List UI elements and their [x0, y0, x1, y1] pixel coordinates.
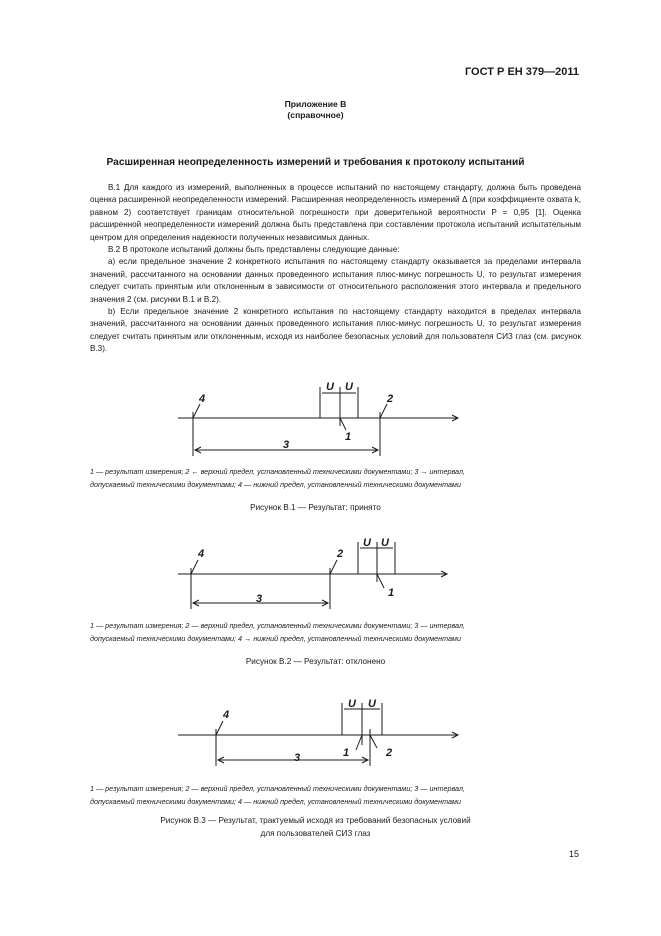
- label-u-left: U: [326, 381, 334, 393]
- legend-line: 1 — результат измерения; 2 ← верхний предел, установленный техническими документами; 3 → интервал,: [90, 467, 465, 476]
- leader-4: [191, 560, 198, 574]
- appendix-note: (справочное): [287, 110, 344, 120]
- label-4: 4: [198, 548, 205, 560]
- figure-b3-caption: [0, 815, 631, 840]
- label-4: 4: [223, 709, 230, 721]
- label-4: 4: [199, 393, 206, 405]
- page-number: 15: [568, 849, 579, 859]
- caption-line: Рисунок В.3 — Результат, трактуемый исходя из требований безопасных условий: [160, 816, 471, 825]
- appendix-label: Приложение В: [284, 99, 347, 109]
- figure-b1-legend: [90, 466, 550, 491]
- figure-b1-caption: Рисунок В.1 — Результат: принято: [250, 503, 381, 512]
- document-code: ГОСТ Р ЕН 379—2011: [464, 66, 579, 78]
- legend-line: допускаемый техническими документами; 4 — нижний предел, установленный техническими документами: [90, 796, 461, 806]
- label-3: 3: [294, 752, 301, 764]
- legend-line: допускаемый техническими документами; 4 → нижний предел, установленный техническими документами: [90, 633, 461, 643]
- leader-2: [380, 404, 387, 418]
- figure-b3-legend: [90, 783, 550, 808]
- figure-b3-diagram: [0, 690, 661, 775]
- label-1: 1: [345, 431, 352, 443]
- leader-2: [330, 560, 337, 574]
- figure-b2-legend: [90, 620, 550, 645]
- caption-line: для пользователей СИЗ глаз: [260, 828, 371, 838]
- legend-line: 1 — результат измерения; 2 — верхний предел, установленный техническими документами; 3 — интервал,: [90, 784, 465, 793]
- section-title: Расширенная неопределенность измерений и требования к протоколу испытаний: [106, 157, 525, 168]
- label-u-right: U: [368, 698, 376, 710]
- figure-b2-caption: Рисунок В.2 — Результат: отклонено: [245, 657, 386, 666]
- label-1: 1: [388, 587, 395, 599]
- leader-4: [193, 404, 200, 418]
- legend-line: допускаемый техническими документами; 4 — нижний предел, установленный техническими документами: [90, 479, 461, 489]
- paragraph-b1: В.1 Для каждого из измерений, выполненных в процессе испытаний по настоящему стандарту, должна быть проведена оценка расширенной неопределенности измерений. Расширенная неопределенность измерений Δ (при коэффициенте охвата k, равном 2) соответствует границам относительной погрешности при доверительной вероятности P = 0,95 [1]. Оценка расширенной неопределенности измерений должна быть представлена при составлении протокола испытаний испытательным центром для определения надежности полученных независимых данных.: [90, 183, 581, 242]
- figure-b2-diagram: [0, 530, 661, 615]
- label-2: 2: [386, 747, 393, 759]
- paragraph-b2: В.2 В протоколе испытаний должны быть представлены следующие данные:: [108, 245, 400, 255]
- leader-1: [377, 574, 384, 588]
- leader-4: [216, 721, 223, 735]
- leader-1: [356, 735, 362, 750]
- paragraph-a: а) если предельное значение 2 конкретного испытания по настоящему стандарту оказывается за пределами интервала значений, рассчитанного на основании данных проведенного испытания плюс-минус погрешность U, то результат измерения следует считать принятым или отклоненным в зависимости от относительного расположения этого интервала и предельного значения 2 (см. рисунки В.1 и В.2).: [90, 257, 581, 304]
- label-u-right: U: [345, 381, 353, 393]
- label-u-left: U: [363, 537, 371, 549]
- label-u-right: U: [381, 537, 389, 549]
- leader-2: [370, 735, 377, 748]
- label-1: 1: [343, 747, 350, 759]
- paragraph-b: b) Если предельное значение 2 конкретного испытания по настоящему стандарту находится в пределах интервала значений, рассчитанного на основании данных проведенного испытания плюс-минус погрешность U, то результат измерения следует считать принятым или отклоненным, исходя из наиболее безопасных условий для пользователя СИЗ глаз (см. рисунок В.3).: [90, 307, 581, 354]
- label-2: 2: [337, 548, 344, 560]
- label-3: 3: [256, 593, 263, 605]
- leader-1: [340, 418, 346, 430]
- body-text: [90, 182, 581, 356]
- figure-b1-diagram: [0, 370, 661, 460]
- label-2: 2: [387, 393, 394, 405]
- label-3: 3: [283, 439, 290, 451]
- legend-line: 1 — результат измерения; 2 — верхний предел, установленный техническими документами; 3 — интервал,: [90, 621, 465, 630]
- label-u-left: U: [348, 698, 356, 710]
